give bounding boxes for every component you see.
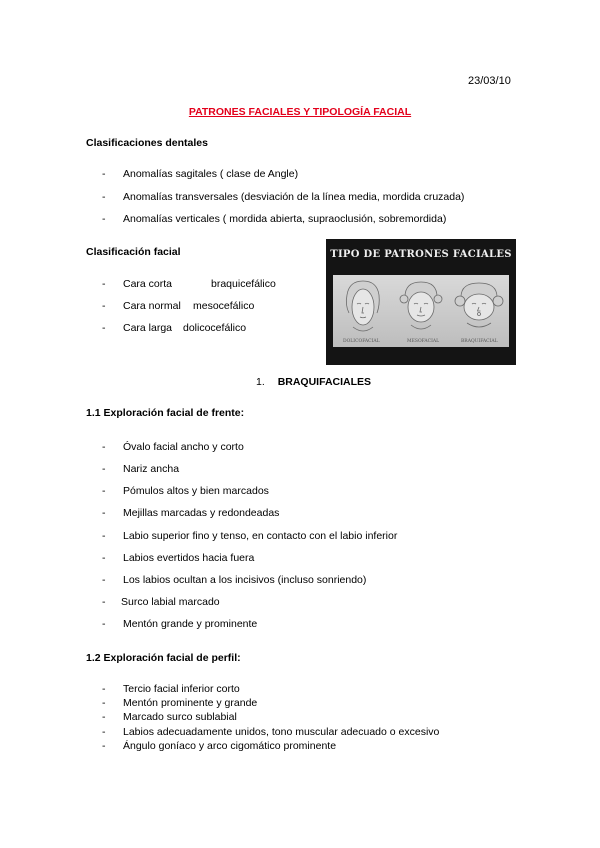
bullet-dash: - (102, 574, 106, 586)
figure-title: TIPO DE PATRONES FACIALES (330, 249, 512, 260)
section-heading (256, 376, 371, 388)
list-item-text: Mejillas marcadas y redondeadas (123, 507, 280, 519)
list-item-text: Mentón grande y prominente (123, 618, 258, 630)
bullet-dash: - (102, 726, 106, 738)
list-item-text: Surco labial marcado (121, 596, 220, 608)
list-item-term: Cara normal (123, 300, 181, 312)
list-item-text: Labios adecuadamente unidos, tono muscular adecuado o excesivo (123, 726, 440, 738)
dental-heading: Clasificaciones dentales (86, 137, 208, 149)
list-item-term: Cara corta (123, 278, 173, 290)
dolicofacial-face-icon (346, 281, 379, 331)
bullet-dash: - (102, 300, 106, 312)
document-date: 23/03/10 (468, 75, 511, 87)
list-item-text: Marcado surco sublabial (123, 711, 237, 723)
frente-heading: 1.1 Exploración facial de frente: (86, 407, 245, 419)
bullet-dash: - (102, 278, 106, 290)
mesofacial-face-icon (400, 282, 442, 329)
bullet-dash: - (102, 552, 106, 564)
bullet-dash: - (102, 596, 106, 608)
list-item-text: Anomalías sagitales ( clase de Angle) (123, 168, 299, 180)
bullet-dash: - (102, 507, 106, 519)
bullet-dash: - (102, 683, 106, 695)
list-item-text: Pómulos altos y bien marcados (123, 485, 269, 497)
figure-caption: MESOFACIAL (407, 339, 440, 344)
bullet-dash: - (102, 168, 106, 180)
bullet-dash: - (102, 441, 106, 453)
bullet-dash: - (102, 711, 106, 723)
bullet-dash: - (102, 463, 106, 475)
list-item-text: Labio superior fino y tenso, en contacto con el labio inferior (123, 530, 398, 542)
list-item-text: Óvalo facial ancho y corto (123, 441, 244, 453)
bullet-dash: - (102, 191, 106, 203)
figure-caption: BRAQUIFACIAL (461, 339, 498, 344)
list-item-text: Los labios ocultan a los incisivos (incluso sonriendo) (123, 574, 367, 586)
bullet-dash: - (102, 485, 106, 497)
braquifacial-face-icon (455, 283, 503, 327)
bullet-dash: - (102, 618, 106, 630)
list-item-text: Tercio facial inferior corto (123, 683, 240, 695)
list-item-text: Labios evertidos hacia fuera (123, 552, 255, 564)
bullet-dash: - (102, 213, 106, 225)
facial-patterns-image (326, 239, 516, 365)
list-item-term: Cara larga (123, 322, 173, 334)
bullet-dash: - (102, 322, 106, 334)
bullet-dash: - (102, 697, 106, 709)
figure-caption: DOLICOFACIAL (343, 339, 380, 344)
faces-illustration (333, 275, 509, 347)
bullet-dash: - (102, 740, 106, 752)
document-title: PATRONES FACIALES Y TIPOLOGÍA FACIAL (188, 106, 412, 118)
section-number: 1. (256, 376, 265, 388)
faces-panel (333, 275, 509, 347)
list-item-text: Mentón prominente y grande (123, 697, 258, 709)
facial-heading: Clasificación facial (86, 246, 181, 258)
perfil-heading: 1.2 Exploración facial de perfil: (86, 652, 241, 664)
list-item-text: Anomalías transversales (desviación de la línea media, mordida cruzada) (123, 191, 465, 203)
list-item-type: mesocefálico (193, 300, 255, 312)
list-item-text: Nariz ancha (123, 463, 180, 475)
list-item-text: Anomalías verticales ( mordida abierta, supraoclusión, sobremordida) (123, 213, 447, 225)
list-item-type: dolicocefálico (183, 322, 247, 334)
section-title: BRAQUIFACIALES (277, 376, 372, 388)
bullet-dash: - (102, 530, 106, 542)
list-item-text: Ángulo goníaco y arco cigomático prominente (123, 740, 337, 752)
list-item-type: braquicefálico (211, 278, 276, 290)
